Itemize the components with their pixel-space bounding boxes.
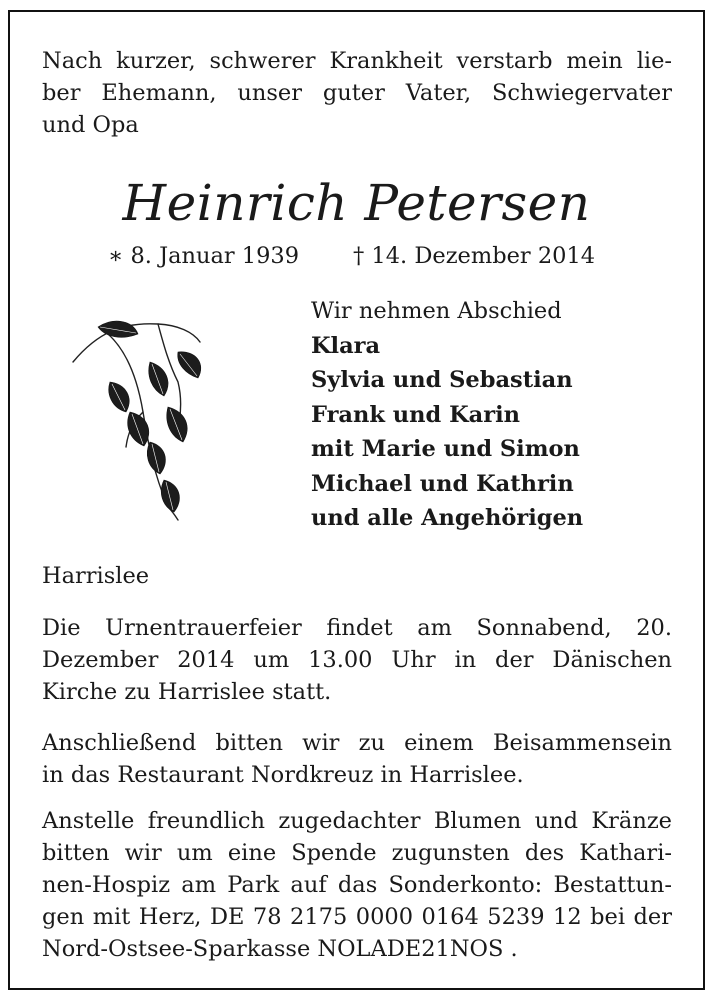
deceased-name: Heinrich Petersen — [122, 174, 591, 232]
intro-line: ber Ehemann, unser guter Vater, Schwiegervater — [42, 80, 672, 106]
intro-text — [42, 45, 672, 141]
ceremony-line: Kirche zu Harrislee statt. — [42, 679, 332, 705]
place-name — [42, 560, 672, 592]
mourner: und alle Angehörigen — [311, 505, 584, 531]
mourner: Sylvia und Sebastian — [311, 367, 573, 393]
intro-line: Nach kurzer, schwerer Krankheit verstarb mein lie- — [42, 48, 672, 74]
mourner: mit Marie und Simon — [311, 436, 580, 462]
gathering-line: Anschließend bitten wir zu einem Beisammensein — [42, 730, 672, 756]
place-line: Harrislee — [42, 563, 150, 589]
birch-branch-icon — [68, 312, 213, 522]
ceremony-line: Dezember 2014 um 13.00 Uhr in der Dänischen — [42, 647, 672, 673]
ceremony-line: Die Urnentrauerfeier findet am Sonnabend, 20. — [42, 615, 672, 641]
mourner: Frank und Karin — [311, 401, 520, 428]
donation-line: bitten wir um eine Spende zugunsten des Kathari- — [42, 840, 672, 866]
mourner: Michael und Kathrin — [311, 470, 574, 497]
birth-date: ∗ 8. Januar 1939 — [108, 243, 300, 269]
farewell-lead: Wir nehmen Abschied — [311, 298, 562, 324]
donation-line: Nord-Ostsee-Sparkasse NOLADE21NOS . — [42, 936, 518, 962]
mourners-list — [311, 294, 691, 536]
mourner: Klara — [311, 332, 381, 359]
death-date: † 14. Dezember 2014 — [353, 243, 596, 269]
donation-line: gen mit Herz, DE 78 2175 0000 0164 5239 12 bei der — [42, 904, 672, 930]
ceremony-paragraph — [42, 612, 672, 708]
gathering-paragraph — [42, 727, 672, 791]
intro-line: und Opa — [42, 112, 139, 138]
donation-line: Anstelle freundlich zugedachter Blumen und Kränze — [42, 808, 672, 834]
donation-line: nen-Hospiz am Park auf das Sonderkonto: Bestattun- — [42, 872, 672, 898]
donation-paragraph — [42, 805, 672, 965]
gathering-line: in das Restaurant Nordkreuz in Harrislee. — [42, 762, 524, 788]
